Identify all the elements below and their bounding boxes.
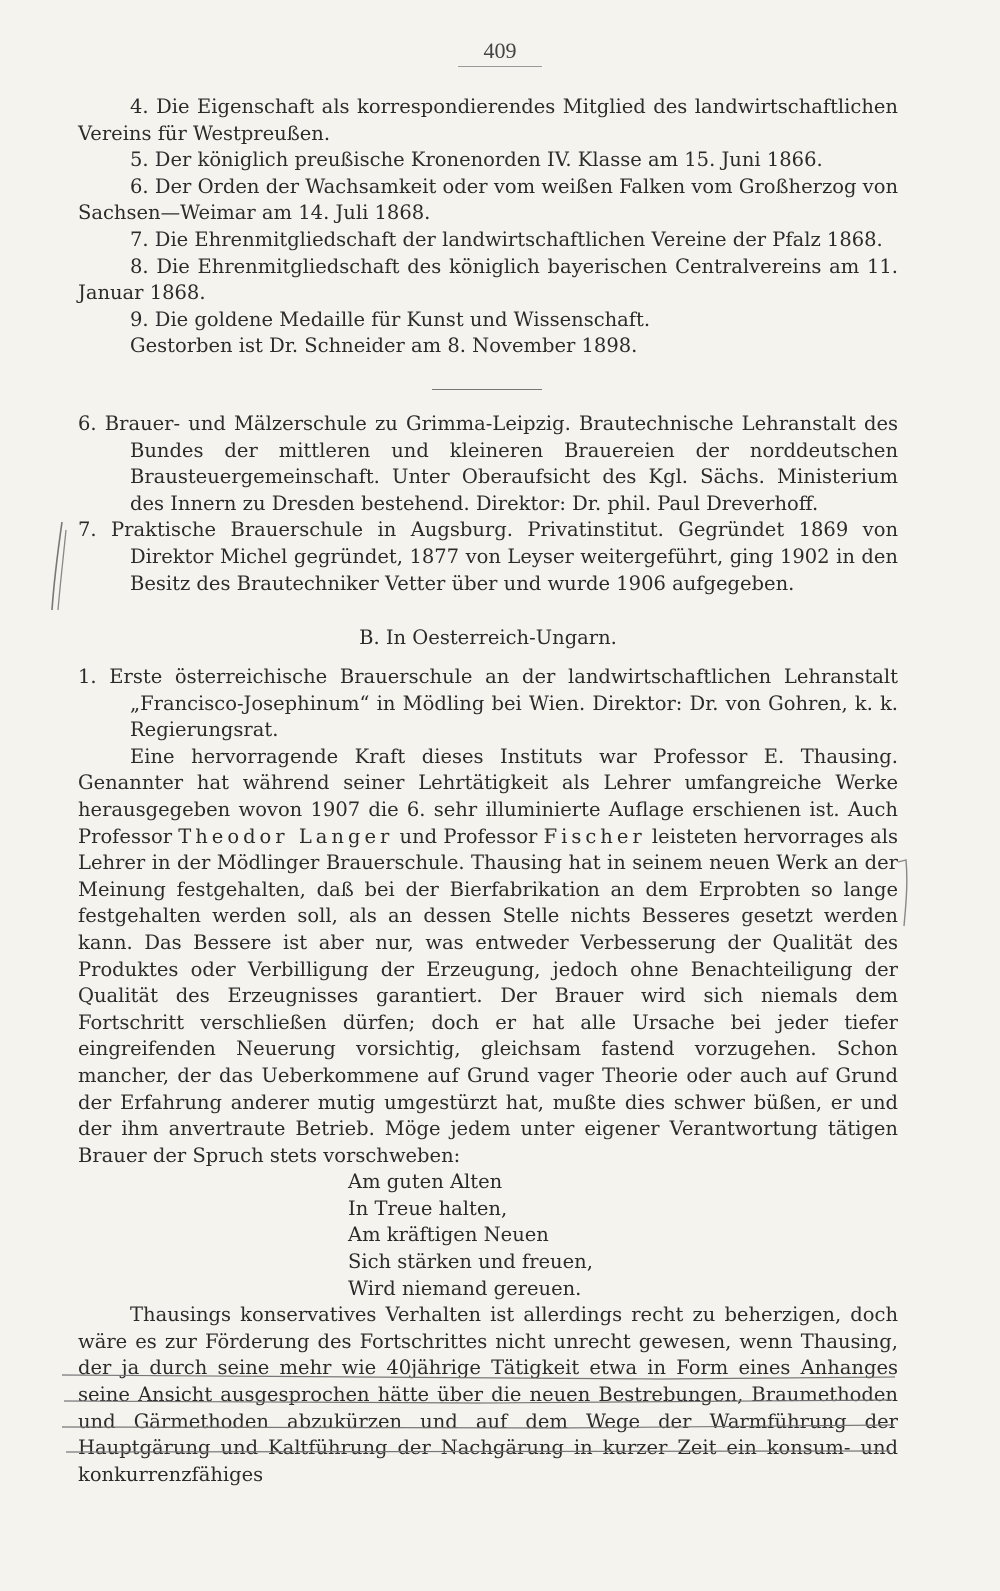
para1-part-c: leisteten hervorrages als Lehrer in der Mödlinger Brauerschule. Thausing hat in seinem neuen Werk an der Meinung festgehalten, daß bei der Bierfabrikation an dem Erprobten so lange festgehalten werden soll, als an dessen Stelle nichts Besseres gesetzt werden kann. Das Bessere ist aber nur, was entweder Verbesserung der Qualität des Produktes oder Verbilligung der Erzeugung, jedoch ohne Benachteiligung der Qualität des Erzeugnisses garantiert. Der Brauer wird sich niemals dem Fortschritt verschließen dürfen; doch er hat alle Ursache bei jeder tiefer eingreifenden Neuerung vorsichtig, gleichsam fastend vorzugehen. Schon mancher, der das Ueberkommene auf Grund vager Theorie oder auch auf Grund der Erfahrung anderer mutig umgestürzt hat, mußte dies schwer büßen, er und der ihm anvertraute Betrieb. Möge jedem unter eigener Verantwortung tätigen Brauer der Spruch stets vorschweben:: [78, 824, 899, 1167]
honor-item-8: 8. Die Ehrenmitgliedschaft des königlich bayerischen Centralvereins am 11. Januar 1868.: [78, 254, 898, 305]
verse-line: Wird niemand gereuen.: [348, 1276, 582, 1300]
section-heading-austria: B. In Oesterreich-Ungarn.: [359, 626, 617, 649]
para1-part-a: Eine hervorragende Kraft dieses Instituts war Professor E. Thausing. Genannter hat während seiner Lehrtätigkeit als Lehrer umfangreiche Werke herausgegeben wovon 1907 die 6. sehr illuminierte Auflage erschienen ist. Auch Professor: [78, 744, 898, 848]
honor-item-4: 4. Die Eigenschaft als korrespondierendes Mitglied des landwirtschaftlichen Vereins für Westpreußen.: [78, 95, 898, 145]
honor-item-7: 7. Die Ehrenmitgliedschaft der landwirtschaftlichen Vereine der Pfalz 1868.: [130, 227, 883, 251]
honor-item-5: 5. Der königlich preußische Kronenorden IV. Klasse am 15. Juni 1866.: [130, 148, 823, 172]
name-langer: Theodor Langer: [178, 824, 394, 848]
school-item-6: 6. Brauer- und Mälzerschule zu Grimma-Leipzig. Brautechnische Lehranstalt des Bundes der mittleren und kleineren Brauereien der norddeutschen Brausteuergemeinschaft. Unter Oberaufsicht des Kgl. Sächs. Ministerium des Innern zu Dresden bestehend. Direktor: Dr. phil. Paul Dreverhoff.: [78, 412, 898, 515]
verse-line: Am kräftigen Neuen: [348, 1223, 549, 1247]
verse-line: Sich stärken und freuen,: [348, 1250, 593, 1274]
para1-part-b: und Professor: [399, 824, 538, 848]
austria-item-1: 1. Erste österreichische Brauerschule an der landwirtschaftlichen Lehranstalt „Francisco-Josephinum“ in Mödling bei Wien. Direktor: Dr. von Gohren, k. k. Regierungsrat.: [78, 665, 898, 742]
honor-item-9: 9. Die goldene Medaille für Kunst und Wissenschaft.: [130, 307, 651, 331]
thausing-paragraph: [78, 744, 898, 1170]
verse-line: Am guten Alten: [348, 1170, 503, 1194]
page-number: 409: [483, 38, 517, 63]
pencil-margin-mark: [46, 520, 68, 612]
honor-item-6: 6. Der Orden der Wachsamkeit oder vom weißen Falken vom Großherzog von Sachsen—Weimar am 14. Juli 1868.: [78, 174, 898, 225]
section-b: [78, 625, 898, 652]
verse-block: [78, 1169, 898, 1302]
pencil-bracket-mark: [896, 858, 918, 928]
honors-list: [78, 94, 898, 360]
conclusion-paragraph: Thausings konservatives Verhalten ist allerdings recht zu beherzigen, doch wäre es zur Förderung des Fortschrittes nicht unrecht gewesen, wenn Thausing, der ja durch seine mehr wie 40jährige Tätigkeit etwa in Form eines Anhanges seine Ansicht ausgesprochen hätte über die neuen Bestrebungen, Braumethoden und Gärmethoden abzukürzen und auf dem Wege der Warmführung der Hauptgärung und Kaltführung der Nachgärung in kurzer Zeit ein konsum- und konkurrenzfähiges: [78, 1303, 898, 1486]
school-item-7: 7. Praktische Brauerschule in Augsburg. Privatinstitut. Gegründet 1869 von Direktor Michel gegründet, 1877 von Leyser weitergeführt, ging 1902 in den Besitz des Brautechniker Vetter über und wurde 1906 aufgegeben.: [78, 518, 898, 595]
schools-list: [78, 411, 898, 597]
pencil-underline-marks: [60, 1355, 900, 1455]
section-separator: [432, 389, 542, 390]
name-fischer: Fischer: [543, 824, 646, 848]
death-note: Gestorben ist Dr. Schneider am 8. November 1898.: [130, 334, 638, 358]
verse-line: In Treue halten,: [348, 1196, 508, 1220]
page-number-rule: [458, 66, 542, 67]
